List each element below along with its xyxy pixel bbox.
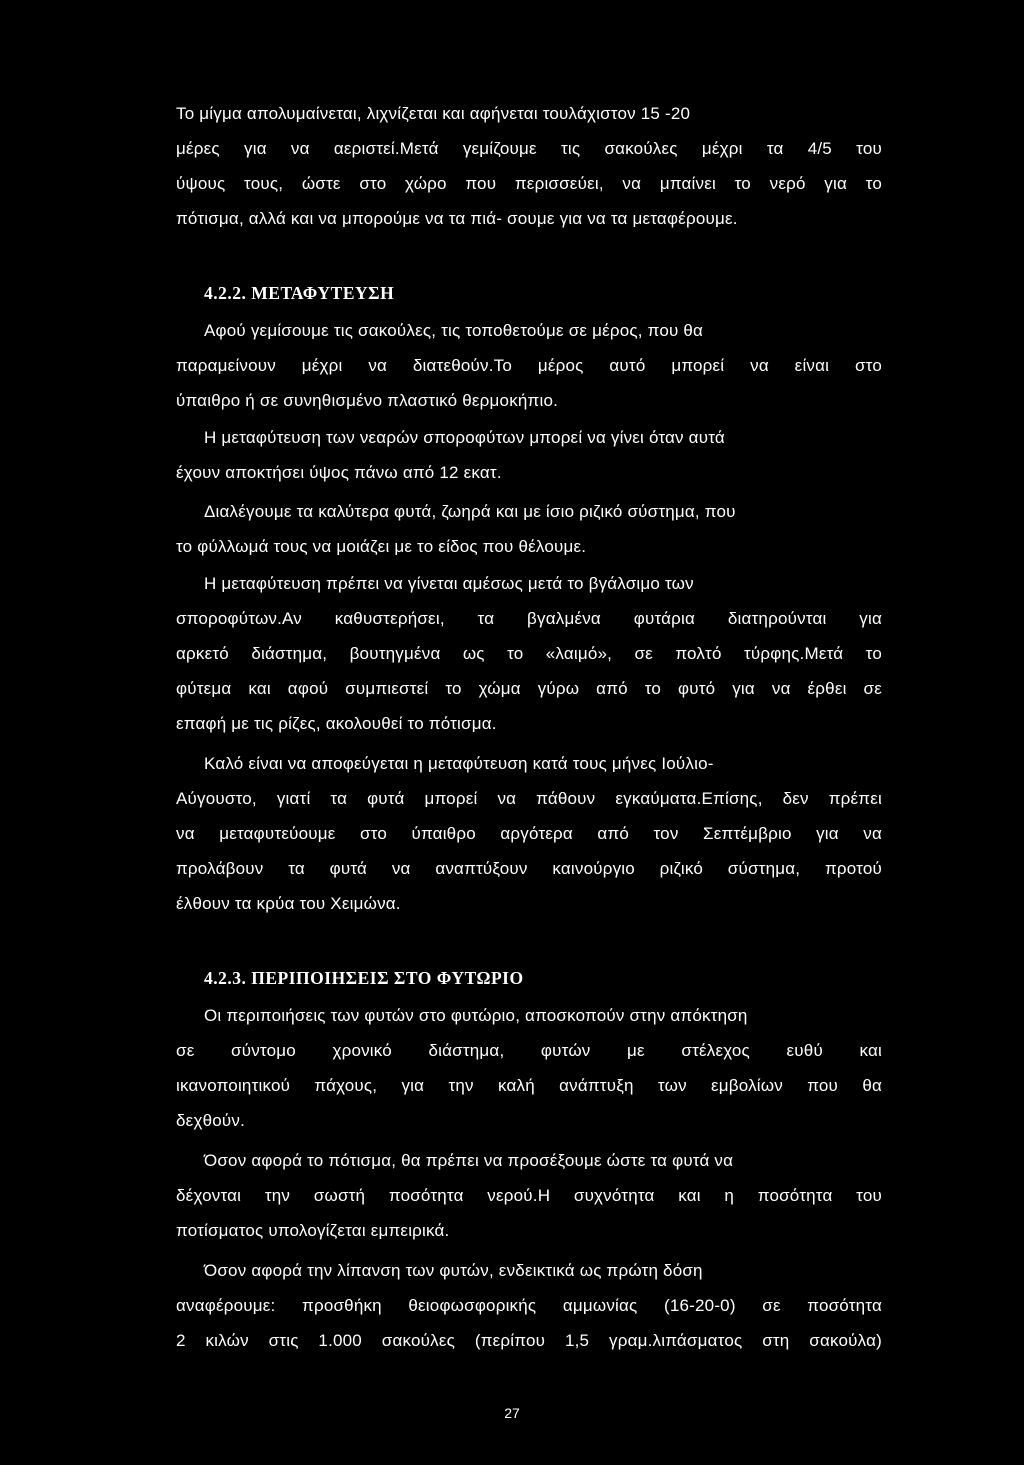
- paragraph-line: Όσον αφορά το πότισμα, θα πρέπει να προσέξουμε ώστε τα φυτά να: [204, 1151, 734, 1170]
- paragraph-line: 2 κιλών στις 1.000 σακούλες (περίπου 1,5 γραμ.λιπάσματος στη σακούλα): [176, 1331, 882, 1350]
- paragraph-line: αρκετό διάστημα, βουτηγμένα ως το «λαιμό», σε πολτό τύρφης.Μετά το: [176, 644, 882, 663]
- paragraph-line: σε σύντομο χρονικό διάστημα, φυτών με στέλεχος ευθύ και: [176, 1041, 882, 1060]
- paragraph-line: ύπαιθρο ή σε συνηθισμένο πλαστικό θερμοκήπιο.: [176, 391, 559, 410]
- paragraph-line: Διαλέγουμε τα καλύτερα φυτά, ζωηρά και με ίσιο ριζικό σύστημα, που: [204, 502, 736, 521]
- paragraph-line: πότισμα, αλλά και να μπορούμε να τα πιά- σουμε για να τα μεταφέρουμε.: [176, 209, 738, 228]
- paragraph-line: ύψους τους, ώστε στο χώρο που περισσεύει, να μπαίνει το νερό για το: [176, 174, 882, 193]
- paragraph-line: Αφού γεμίσουμε τις σακούλες, τις τοποθετούμε σε μέρος, που θα: [204, 321, 704, 340]
- paragraph-line: δέχονται την σωστή ποσότητα νερού.Η συχνότητα και η ποσότητα του: [176, 1186, 882, 1205]
- paragraph-line: να μεταφυτεύουμε στο ύπαιθρο αργότερα από τον Σεπτέμβριο για να: [176, 824, 882, 843]
- paragraph-line: Η μεταφύτευση πρέπει να γίνεται αμέσως μετά το βγάλσιμο των: [204, 574, 694, 593]
- paragraph-line: Αύγουστο, γιατί τα φυτά μπορεί να πάθουν εγκαύματα.Επίσης, δεν πρέπει: [176, 789, 882, 808]
- paragraph-line: έλθουν τα κρύα του Χειμώνα.: [176, 894, 401, 913]
- paragraph-line: Όσον αφορά την λίπανση των φυτών, ενδεικτικά ως πρώτη δόση: [204, 1261, 703, 1280]
- page-number: 27: [504, 1405, 520, 1421]
- paragraph-line: προλάβουν τα φυτά να αναπτύξουν καινούργιο ριζικό σύστημα, προτού: [176, 859, 882, 878]
- paragraph-line: ικανοποιητικού πάχους, για την καλή ανάπτυξη των εμβολίων που θα: [176, 1076, 882, 1095]
- paragraph-line: ποτίσματος υπολογίζεται εμπειρικά.: [176, 1221, 450, 1240]
- paragraph-line: Η μεταφύτευση των νεαρών σποροφύτων μπορεί να γίνει όταν αυτά: [204, 428, 725, 447]
- paragraph-line: παραμείνουν μέχρι να διατεθούν.Το μέρος αυτό μπορεί να είναι στο: [176, 356, 882, 375]
- paragraph-line: Καλό είναι να αποφεύγεται η μεταφύτευση κατά τους μήνες Ιούλιο-: [204, 754, 714, 773]
- paragraph-line: σποροφύτων.Αν καθυστερήσει, τα βγαλμένα φυτάρια διατηρούνται για: [176, 609, 882, 628]
- paragraph-line: Το μίγμα απολυμαίνεται, λιχνίζεται και αφήνεται τουλάχιστον 15 -20: [176, 104, 691, 123]
- paragraph-line: φύτεμα και αφού συμπιεστεί το χώμα γύρω από το φυτό για να έρθει σε: [176, 679, 882, 698]
- paragraph-line: το φύλλωμά τους να μοιάζει με το είδος που θέλουμε.: [176, 537, 587, 556]
- paragraph-line: μέρες για να αεριστεί.Μετά γεμίζουμε τις σακούλες μέχρι τα 4/5 του: [176, 139, 882, 158]
- paragraph-line: αναφέρουμε: προσθήκη θειοφωσφορικής αμμωνίας (16-20-0) σε ποσότητα: [176, 1296, 882, 1315]
- paragraph-line: Οι περιποιήσεις των φυτών στο φυτώριο, αποσκοπούν στην απόκτηση: [204, 1006, 748, 1025]
- section-heading: 4.2.3. ΠΕΡΙΠΟΙΗΣΕΙΣ ΣΤΟ ΦΥΤΩΡΙΟ: [204, 968, 524, 988]
- paragraph-line: επαφή με τις ρίζες, ακολουθεί το πότισμα.: [176, 714, 497, 733]
- paragraph-line: έχουν αποκτήσει ύψος πάνω από 12 εκατ.: [176, 463, 502, 482]
- section-heading: 4.2.2. ΜΕΤΑΦΥΤΕΥΣΗ: [204, 283, 395, 303]
- paragraph-line: δεχθούν.: [176, 1111, 245, 1130]
